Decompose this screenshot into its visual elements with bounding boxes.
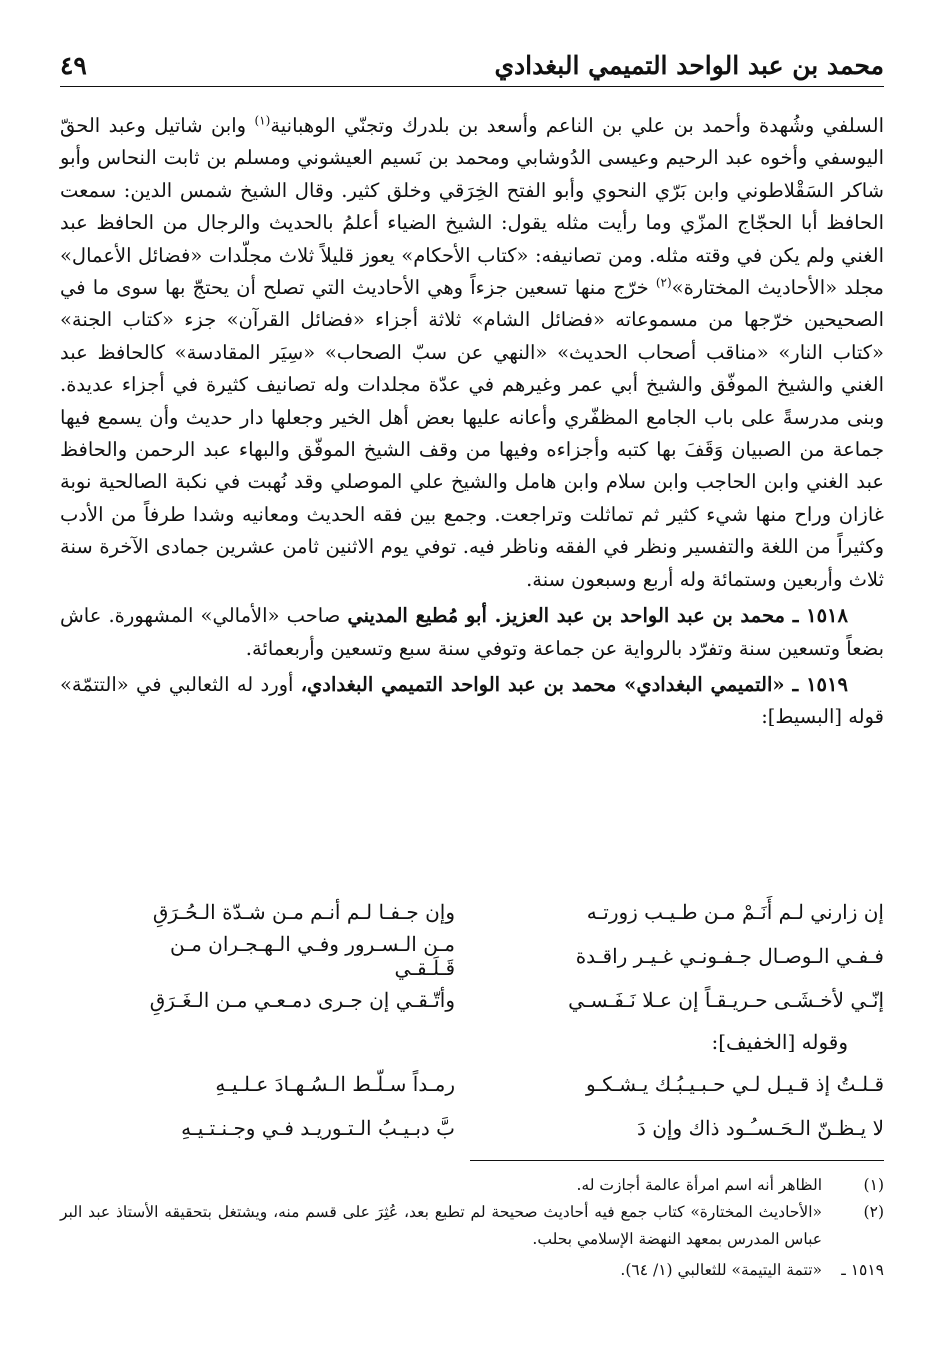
entry-text: صاحب «الأمالي» المشهورة. عاش بضعاً وتسعين سنة وتفرّد بالرواية عن جماعة وتوفي سنة سبع وتسعين وأربعمائة.: [60, 604, 884, 660]
verse-second-hemistich: مـن الـسـرور وفـي الـهـجـران مـن قَـلَـقـي: [170, 932, 455, 980]
footnote-ref-2: (٢): [655, 275, 672, 290]
footnote-number: (٢): [863, 1203, 884, 1221]
running-title: محمد بن عبد الواحد التميمي البغدادي: [494, 51, 884, 80]
entry-1518: [60, 600, 884, 665]
footnote: [60, 1199, 884, 1253]
verse-first-hemistich: إن زارني لـم أَنَـمْ مـن طـيـب زورتـه: [586, 900, 884, 924]
entry-1519: [60, 669, 884, 734]
entry-name: «التميمي البغدادي» محمد بن عبد الواحد التميمي البغدادي،: [300, 672, 793, 696]
footnote-number: ١٥١٩ ـ: [841, 1261, 884, 1279]
running-head: [60, 36, 884, 87]
paragraph-part-3: خرّج منها تسعين جزءاً وهي الأحاديث التي تصلح أن يحتجّ بها سوى ما في الصحيحين خرّجها من مسموعاته «فضائل الشام» ثلاثة أجزاء «فضائل القرآن» جزء «كتاب الجنة» «كتاب النار» «مناقب أصحاب الحديث» «النهي عن سبّ الصحاب» «سِيَر المقادسة» كالحافظ عبد الغني والشيخ الموفّق والشيخ أبي عمر وغيرهم في عدّة مجلدات وله تصانيف كثيرة في أجزاء عديدة. وبنى مدرسةً على باب الجامع المظفّري وأعانه عليها بعض أهل الخير وجعلها دار حديث وأن يسمع فيها جماعة من الصبيان وَقَفَ بها كتبه وأجزاءه وفيها من وقف الشيخ الموفّق والبهاء عبد الرحمن والحافظ عبد الغني وابن الحاجب وابن سلام وابن هامل والشيخ علي الموصلي وقد نُهبت في نكبة الصالحية نوبة غازان وراح منها شيء كثير ثم تماثلت وتراجعت. وجمع بين فقه الحديث ومعانيه وشدا طرفاً من الأدب وكثيراً من اللغة والتفسير ونظر في الفقه وناظر فيه. توفي يوم الاثنين ثامن عشرين جمادى الآخرة سنة ثلاث وأربعين وستمائة وله أربع وسبعون سنة.: [60, 276, 884, 591]
footnote-divider: [470, 1160, 884, 1161]
verse-line: [60, 890, 884, 934]
verse-second-hemistich: بَّ دبـيـبُ الـتـوريـد فـي وجـنـتـيـهِ: [181, 1116, 455, 1140]
verse-first-hemistich: لا يـظـنّ الـحَـسـُـود ذاك وإن دَ: [637, 1116, 884, 1140]
verse-first-hemistich: فـفـي الـوصـال جـفـونـي غـيـر راقـدة: [575, 944, 884, 968]
footnote-text: الظاهر أنه اسم امرأة عالمة أجازت له.: [576, 1176, 822, 1194]
continued-paragraph: [60, 110, 884, 596]
poem-1: [60, 890, 884, 1150]
paragraph-part-2: وابن شاتيل وعبد الحقّ اليوسفي وأخوه عبد الرحيم وعيسى الدُوشابي ومحمد بن نَسيم العيشوني ومسلم بن ثابت النحاس وأبو شاكر السَقْلاطوني وابن بَرّي النحوي وأبو الفتح الخِرَقي وخلق كثير. وقال الشيخ شمس الدين: سمعت الحافظ أبا الحجّاج المزّي وما رأيت مثله يقول: الشيخ الضياء أعلمُ بالحديث والرجال من الحافظ عبد الغني ولم يكن في وقته مثله. ومن تصانيفه: «كتاب الأحكام» يعوز قليلاً ثلاث مجلّدات «فضائل الأعمال» مجلد «الأحاديث المختارة»: [60, 114, 884, 300]
verse-second-hemistich: رمـداً سـلّـط الـسُـهـادَ عـلـيـهِ: [215, 1072, 455, 1096]
verse-first-hemistich: إنّـي لأخـشَـى حـريـقـاً إن عـلا نَـفَـسـي: [568, 988, 884, 1012]
verse-line: [60, 934, 884, 978]
paragraph-part-1: السلفي وشُهدة وأحمد بن علي بن الناعم وأسعد بن بلدرك وتجنّي الوهبانية: [270, 114, 884, 137]
verse-line: [60, 978, 884, 1022]
verse-second-hemistich: وإن جـفـا لـم أنـم مـن شـدّة الـحُـرَقِ: [152, 900, 455, 924]
verse-first-hemistich: قـلـتُ إذ قـيـل لـي حـبـيـبُـك يـشـكـو: [586, 1072, 884, 1096]
entry-text: أورد له الثعالبي في «التتمّة» قوله [البسيط]:: [60, 672, 884, 729]
meter-label: وقوله [الخفيف]:: [711, 1030, 848, 1054]
verse-second-hemistich: وأتّـقـي إن جـرى دمـعـي مـن الـغَـرَقِ: [149, 988, 455, 1012]
page-number: ٤٩: [60, 51, 87, 80]
footnote-number: (١): [863, 1176, 884, 1194]
footnote-text: «تتمة اليتيمة» للثعالبي (١/ ٦٤).: [620, 1261, 822, 1279]
footnote-ref-1: (١): [254, 113, 271, 128]
verse-line: [60, 1106, 884, 1150]
footnote-text: «الأحاديث المختارة» كتاب جمع فيه أحاديث صحيحة لم تطبع بعد، عُثِرَ على قسم منه، ويشتغل بتحقيقه الأستاذ عبد البر عباس المدرس بمعهد النهضة الإسلامي بحلب.: [60, 1203, 822, 1248]
verse-line: [60, 1062, 884, 1106]
entry-number: ١٥١٨ ـ: [792, 604, 849, 628]
footnote: [60, 1172, 884, 1199]
entry-number: ١٥١٩ ـ: [792, 672, 848, 696]
footnotes: [60, 1172, 884, 1284]
entry-name: محمد بن عبد الواحد بن عبد العزيز. أبو مُطيع المديني: [347, 604, 793, 628]
body-text: [60, 110, 884, 734]
footnote: [60, 1257, 884, 1284]
